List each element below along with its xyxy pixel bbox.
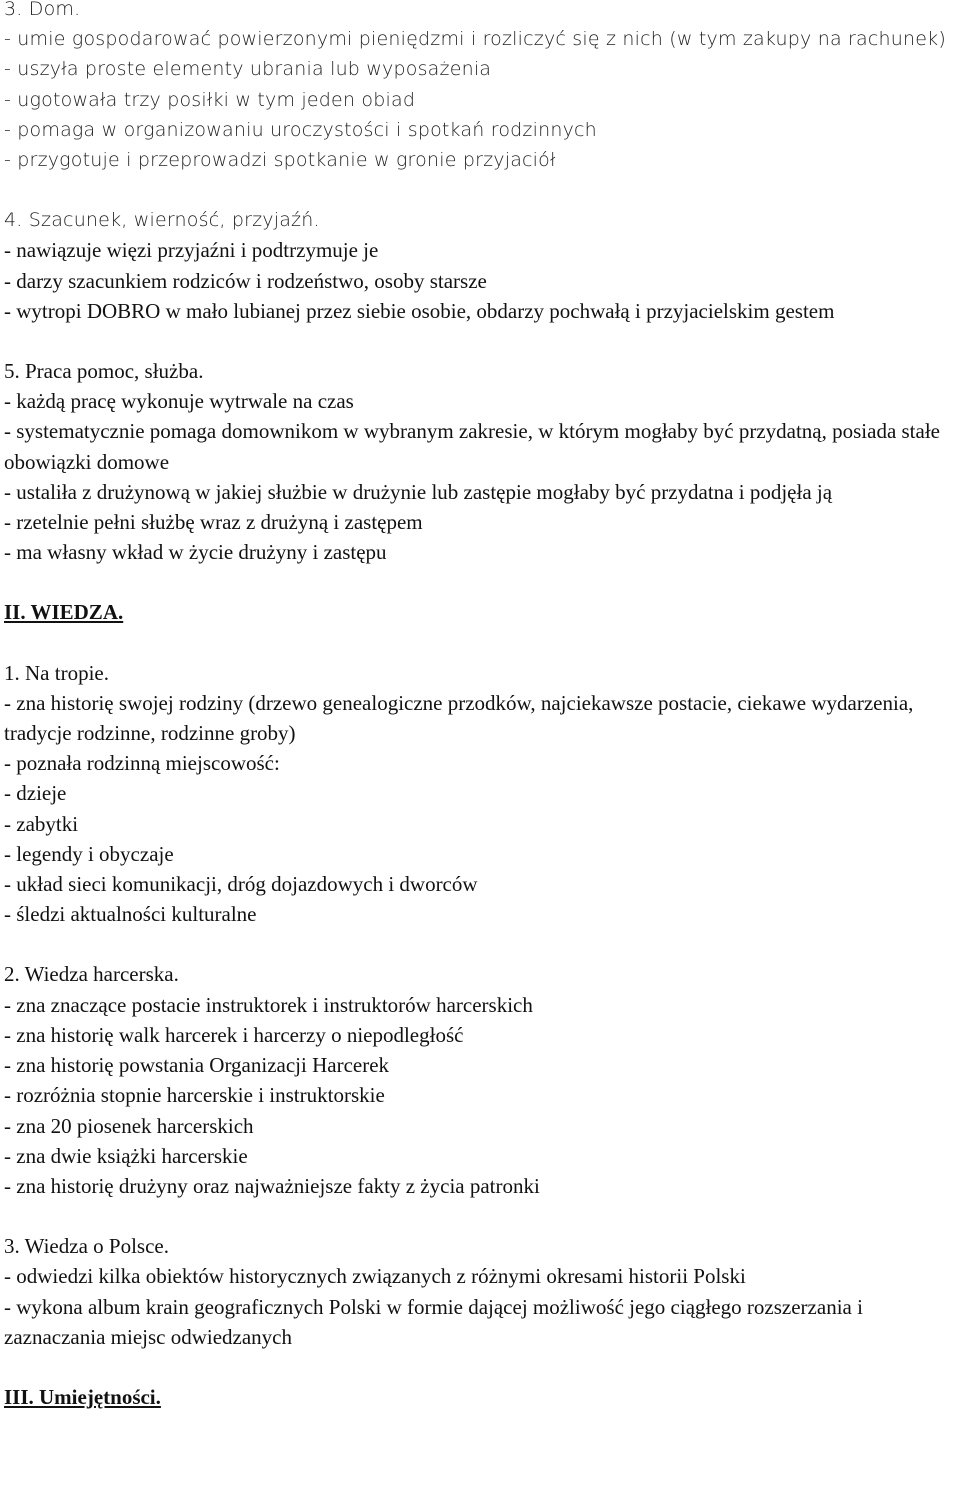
list-item: - każdą pracę wykonuje wytrwale na czas [4,389,354,414]
list-item: - zna 20 piosenek harcerskich [4,1113,254,1138]
list-item: - ma własny wkład w życie drużyny i zastępu [4,540,387,565]
list-item: - zna znaczące postacie instruktorek i instruktorów harcerskich [4,992,533,1017]
list-item: - wytropi DOBRO w mało lubianej przez siebie osobie, obdarzy pochwałą i przyjacielskim gestem [4,298,835,323]
section-heading: 3. Wiedza o Polsce. [4,1234,169,1259]
list-item: - ugotowała trzy posiłki w tym jeden obiad [4,88,416,111]
section-heading: 2. Wiedza harcerska. [4,962,179,987]
list-item: - poznała rodzinną miejscowość: [4,751,280,776]
section-heading: 3. Dom. [4,0,81,20]
section-wiedza-harcerska [4,959,960,1201]
section-dom [4,0,960,175]
section-heading: 4. Szacunek, wierność, przyjaźń. [4,209,320,232]
list-item: - ustaliła z drużynową w jakiej służbie w drużynie lub zastępie mogłaby być przydatna i podjęła ją [4,479,833,504]
list-item: - pomaga w organizowaniu uroczystości i spotkań rodzinnych [4,118,597,141]
list-item: - rozróżnia stopnie harcerskie i instruktorskie [4,1083,385,1108]
list-item: - zna historię swojej rodziny (drzewo genealogiczne przodków, najciekawsze postacie, ciekawe wydarzenia, tradycje rodzinne, rodzinne groby) [4,690,914,746]
list-item: - systematycznie pomaga domownikom w wybranym zakresie, w którym mogłaby być przydatną, posiada stałe obowiązki domowe [4,419,940,474]
list-item: - zna historię walk harcerek i harcerzy o niepodległość [4,1022,464,1047]
list-item: - legendy i obyczaje [4,841,174,866]
list-item: - układ sieci komunikacji, dróg dojazdowych i dworców [4,872,478,897]
section-praca [4,356,960,567]
list-item: - zabytki [4,811,79,836]
section-wiedza-o-polsce [4,1231,960,1352]
chapter-title: II. WIEDZA. [4,600,124,625]
section-na-tropie [4,658,960,930]
list-item: - przygotuje i przeprowadzi spotkanie w gronie przyjaciół [4,149,556,172]
list-item: - śledzi aktualności kulturalne [4,902,257,927]
list-item: - darzy szacunkiem rodziców i rodzeństwo, osoby starsze [4,268,487,293]
list-item: - umie gospodarować powierzonymi pieniędzmi i rozliczyć się z nich (w tym zakupy na rachunek) [4,28,946,51]
list-item: - uszyła proste elementy ubrania lub wyposażenia [4,58,492,81]
section-heading: 5. Praca pomoc, służba. [4,359,204,384]
chapter-title: III. Umiejętności. [4,1384,161,1409]
list-item: - rzetelnie pełni służbę wraz z drużyną i zastępem [4,510,423,535]
list-item: - zna historię drużyny oraz najważniejsze fakty z życia patronki [4,1173,540,1198]
section-szacunek [4,205,960,326]
list-item: - nawiązuje więzi przyjaźni i podtrzymuje je [4,238,379,263]
list-item: - wykona album krain geograficznych Polski w formie dającej możliwość jego ciągłego rozszerzania i zaznaczania miejsc odwiedzanych [4,1294,863,1349]
section-heading: 1. Na tropie. [4,660,109,685]
list-item: - dzieje [4,781,67,806]
list-item: - zna historię powstania Organizacji Harcerek [4,1053,390,1078]
list-item: - zna dwie książki harcerskie [4,1143,248,1168]
list-item: - odwiedzi kilka obiektów historycznych związanych z różnymi okresami historii Polski [4,1264,746,1289]
